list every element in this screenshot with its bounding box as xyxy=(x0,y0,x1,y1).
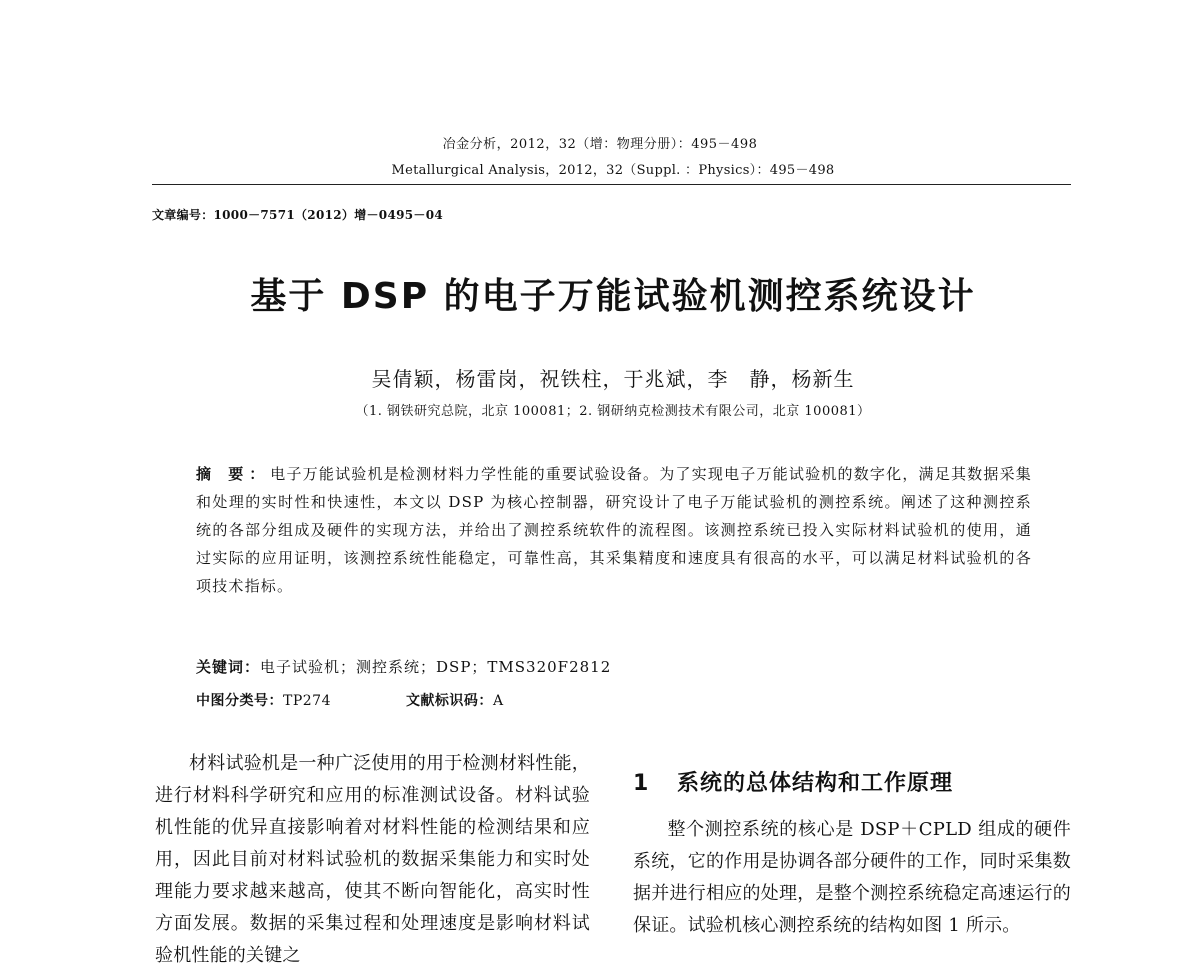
article-number: 文章编号：1000－7571（2012）增－0495－04 xyxy=(152,208,443,222)
keywords xyxy=(196,656,611,677)
abstract xyxy=(196,460,1032,600)
abstract-text: 电子万能试验机是检测材料力学性能的重要试验设备。为了实现电子万能试验机的数字化，满足其数据采集和处理的实时性和快速性，本文以 DSP 为核心控制器，研究设计了电子万能试验机的测控系统。阐述了这种测控系统的各部分组成及硬件的实现方法，并给出了测控系统软件的流程图。该测控系统已投入实际材料试验机的使用，通过实际的应用证明，该测控系统性能稳定，可靠性高，其采集精度和速度具有很高的水平，可以满足材料试验机的各项技术指标。 xyxy=(196,465,1033,595)
journal-citation-en: Metallurgical Analysis，2012，32（Suppl. ：Physics）：495－498 xyxy=(391,163,835,178)
body-left-column xyxy=(155,748,590,972)
section-title: 系统的总体结构和工作原理 xyxy=(677,771,954,796)
keywords-label: 关键词： xyxy=(196,658,261,676)
section-number: 1 xyxy=(633,771,650,796)
doc-code-value: A xyxy=(492,693,504,709)
journal-citation-cn: 冶金分析，2012，32（增：物理分册）：495－498 xyxy=(442,137,758,152)
body-right-text: 整个测控系统的核心是 DSP＋CPLD 组成的硬件系统，它的作用是协调各部分硬件的工作，同时采集数据并进行相应的处理，是整个测控系统稳定高速运行的保证。试验机核心测控系统的结构如图 1 所示。 xyxy=(633,819,1071,936)
clc-label: 中图分类号： xyxy=(196,693,283,709)
section-heading xyxy=(633,766,953,797)
abstract-label: 摘 要： xyxy=(196,465,271,483)
affiliations: （1. 钢铁研究总院，北京 100081；2. 钢研纳克检测技术有限公司，北京 100081） xyxy=(355,404,871,419)
clc-value: TP274 xyxy=(283,693,331,709)
keywords-text: 电子试验机；测控系统；DSP；TMS320F2812 xyxy=(260,658,612,676)
paper-title: 基于 DSP 的电子万能试验机测控系统设计 xyxy=(250,276,976,317)
header-rule xyxy=(152,184,1071,185)
classification-line xyxy=(196,690,504,710)
body-left-text: 材料试验机是一种广泛使用的用于检测材料性能，进行材料科学研究和应用的标准测试设备。材料试验机性能的优异直接影响着对材料性能的检测结果和应用，因此目前对材料试验机的数据采集能力和实时处理能力要求越来越高，使其不断向智能化，高实时性方面发展。数据的采集过程和处理速度是影响材料试验机性能的关键之 xyxy=(155,753,590,966)
body-right-column xyxy=(633,814,1071,942)
author-list: 吴倩颖，杨雷岗，祝铁柱，于兆斌，李 静，杨新生 xyxy=(371,367,855,391)
doc-code-label: 文献标识码： xyxy=(405,693,493,709)
